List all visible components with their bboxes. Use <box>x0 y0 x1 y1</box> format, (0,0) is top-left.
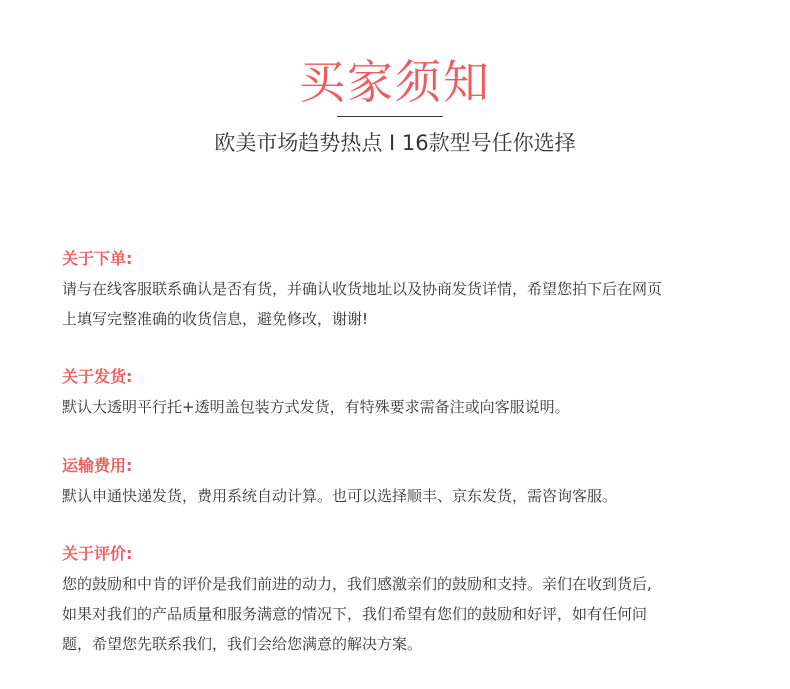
body-line: 默认申通快递发货，费用系统自动计算。也可以选择顺丰、京东发货，需咨询客服。 <box>62 487 618 505</box>
section-shipping-cost <box>62 455 742 511</box>
body-line: 请与在线客服联系确认是否有货，并确认收货地址以及协商发货详情，希望您拍下后在网页 <box>62 280 663 298</box>
section-heading: 关于评价: <box>62 544 133 563</box>
section-heading: 关于发货: <box>62 367 133 386</box>
section-body <box>62 392 742 422</box>
section-heading: 运输费用: <box>62 456 133 475</box>
section-heading: 关于下单: <box>62 249 133 268</box>
body-line: 默认大透明平行托+透明盖包装方式发货，有特殊要求需备注或向客服说明。 <box>62 398 570 416</box>
section-body <box>62 274 742 334</box>
page-subtitle: 欧美市场趋势热点 I 16款型号任你选择 <box>214 131 576 155</box>
page-title: 买家须知 <box>299 55 491 109</box>
body-line: 题，希望您先联系我们，我们会给您满意的解决方案。 <box>62 635 423 653</box>
title-divider <box>337 116 443 117</box>
body-line: 您的鼓励和中肯的评价是我们前进的动力，我们感激亲们的鼓励和支持。亲们在收到货后, <box>62 575 652 593</box>
section-reviews <box>62 543 742 659</box>
body-line: 如果对我们的产品质量和服务满意的情况下，我们希望有您们的鼓励和好评，如有任何问 <box>62 605 648 623</box>
section-shipping <box>62 366 742 422</box>
section-ordering <box>62 248 742 334</box>
section-body <box>62 481 742 511</box>
body-line: 上填写完整准确的收货信息，避免修改，谢谢! <box>62 310 369 328</box>
section-body <box>62 569 742 659</box>
